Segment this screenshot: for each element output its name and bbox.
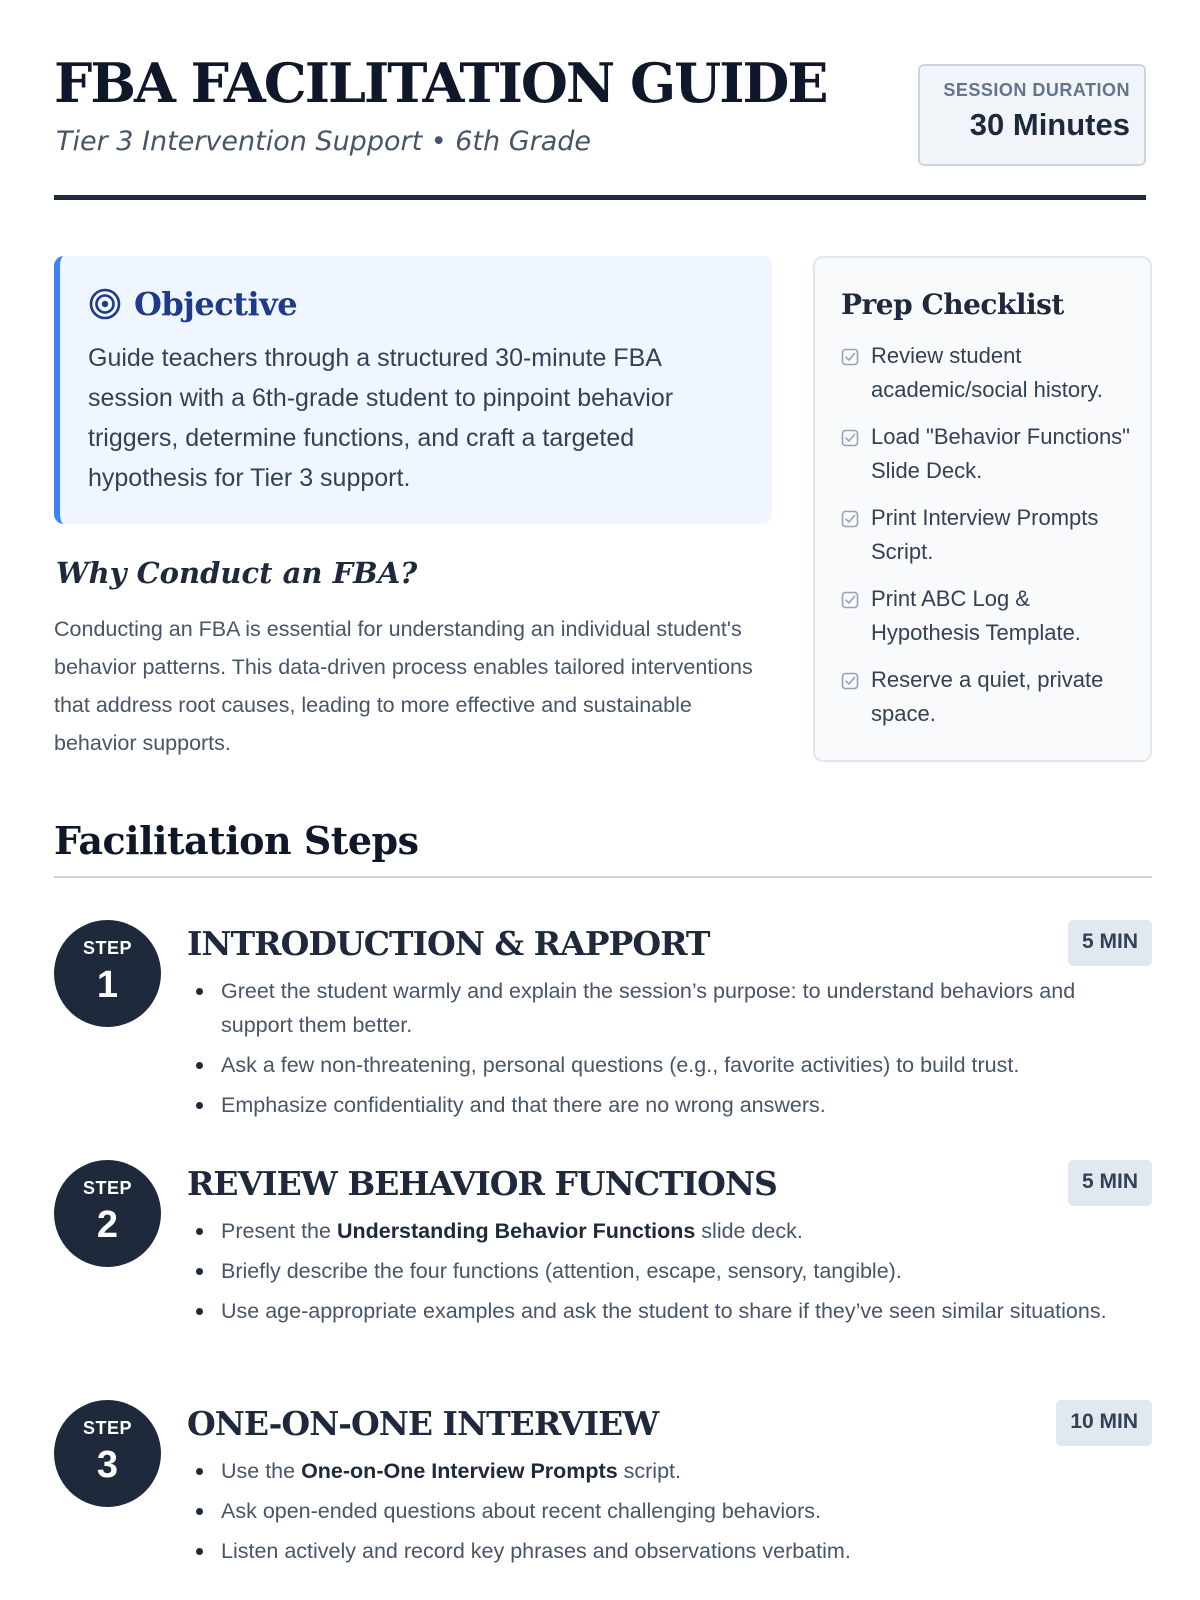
bullet-text: Ask a few non-threatening, personal questions (e.g., favorite activities) to build trust. [221, 1053, 1020, 1077]
facilitation-steps-heading: Facilitation Steps [54, 818, 419, 863]
step-bullet [187, 1214, 1152, 1248]
step-number: 1 [96, 964, 119, 1006]
session-duration-box [918, 64, 1146, 166]
prep-checklist [841, 339, 1132, 731]
step-bullet [187, 1494, 1152, 1528]
step-bullet [187, 1534, 1152, 1568]
checkbox-icon [841, 510, 859, 528]
prep-checklist-card [813, 256, 1152, 762]
step-bullet [187, 1088, 1152, 1122]
why-text: Conducting an FBA is essential for understanding an individual student's behavior patterns. This data-driven process enables tailored interventions that address root causes, leading to more effective and sustainable behavior supports. [54, 617, 753, 755]
checklist-item [841, 501, 1132, 569]
page-title: FBA FACILITATION GUIDE [54, 51, 827, 115]
why-heading: Why Conduct an FBA? [56, 556, 418, 590]
step-label: STEP [82, 1418, 132, 1438]
checklist-item-label: Print ABC Log & Hypothesis Template. [871, 586, 1081, 645]
step-bullet-list [187, 974, 1152, 1128]
step-bullet-list [187, 1454, 1152, 1574]
bullet-bold-text: One-on-One Interview Prompts [301, 1459, 618, 1483]
bullet-text-end: script. [617, 1459, 681, 1483]
bullet-text: Briefly describe the four functions (attention, escape, sensory, tangible). [221, 1259, 902, 1283]
step-number-badge [54, 920, 161, 1027]
checklist-item-label: Print Interview Prompts Script. [871, 505, 1099, 564]
checkbox-icon [841, 429, 859, 447]
session-duration-label: SESSION DURATION [943, 80, 1130, 100]
checkbox-icon [841, 672, 859, 690]
step-number-badge [54, 1400, 161, 1507]
checkbox-icon [841, 348, 859, 366]
bullet-text: Emphasize confidentiality and that there are no wrong answers. [221, 1093, 826, 1117]
bullet-text: Use age-appropriate examples and ask the student to share if they’ve seen similar situations. [221, 1299, 1107, 1323]
objective-heading [88, 286, 742, 322]
bullet-text-end: slide deck. [695, 1219, 803, 1243]
step-label: STEP [82, 1178, 132, 1198]
step-bullet [187, 1454, 1152, 1488]
section-divider [54, 876, 1152, 878]
step-number: 2 [96, 1204, 119, 1246]
step-title: REVIEW BEHAVIOR FUNCTIONS [187, 1164, 777, 1203]
page-subtitle: Tier 3 Intervention Support • 6th Grade [56, 126, 592, 157]
bullet-text: Ask open-ended questions about recent challenging behaviors. [221, 1499, 822, 1523]
checklist-item [841, 420, 1132, 488]
bullet-bold-text: Understanding Behavior Functions [336, 1219, 696, 1243]
checklist-item-label: Reserve a quiet, private space. [871, 667, 1104, 726]
step-bullet-list [187, 1214, 1152, 1334]
objective-text: Guide teachers through a structured 30-minute FBA session with a 6th-grade student to pinpoint behavior triggers, determine functions, and craft a targeted hypothesis for Tier 3 support. [88, 344, 674, 492]
bullet-text: Listen actively and record key phrases and observations verbatim. [221, 1539, 851, 1563]
step-bullet [187, 1254, 1152, 1288]
step-number-badge [54, 1160, 161, 1267]
step-time-badge: 10 MIN [1056, 1400, 1152, 1446]
step-title: ONE-ON-ONE INTERVIEW [187, 1404, 659, 1443]
step-number: 3 [96, 1444, 119, 1486]
checklist-item [841, 663, 1132, 731]
bullet-text: Greet the student warmly and explain the session’s purpose: to understand behaviors and support them better. [221, 979, 1076, 1037]
header [54, 0, 1146, 200]
checklist-item-label: Load "Behavior Functions" Slide Deck. [871, 424, 1130, 483]
step-time-badge: 5 MIN [1068, 920, 1152, 966]
bullet-text: Present the [221, 1219, 337, 1243]
checklist-item-label: Review student academic/social history. [871, 343, 1103, 402]
step-title: INTRODUCTION & RAPPORT [187, 924, 710, 963]
bullet-text: Use the [221, 1459, 302, 1483]
step-bullet [187, 974, 1152, 1042]
checklist-item [841, 582, 1132, 650]
step-bullet [187, 1294, 1152, 1328]
objective-title: Objective [134, 285, 298, 323]
checklist-item [841, 339, 1132, 407]
step-time-badge: 5 MIN [1068, 1160, 1152, 1206]
step-bullet [187, 1048, 1152, 1082]
step-label: STEP [82, 938, 132, 958]
checkbox-icon [841, 591, 859, 609]
prep-checklist-title: Prep Checklist [841, 288, 1064, 321]
objective-card [54, 256, 772, 524]
session-duration-value: 30 Minutes [969, 107, 1130, 142]
target-icon [88, 287, 122, 321]
